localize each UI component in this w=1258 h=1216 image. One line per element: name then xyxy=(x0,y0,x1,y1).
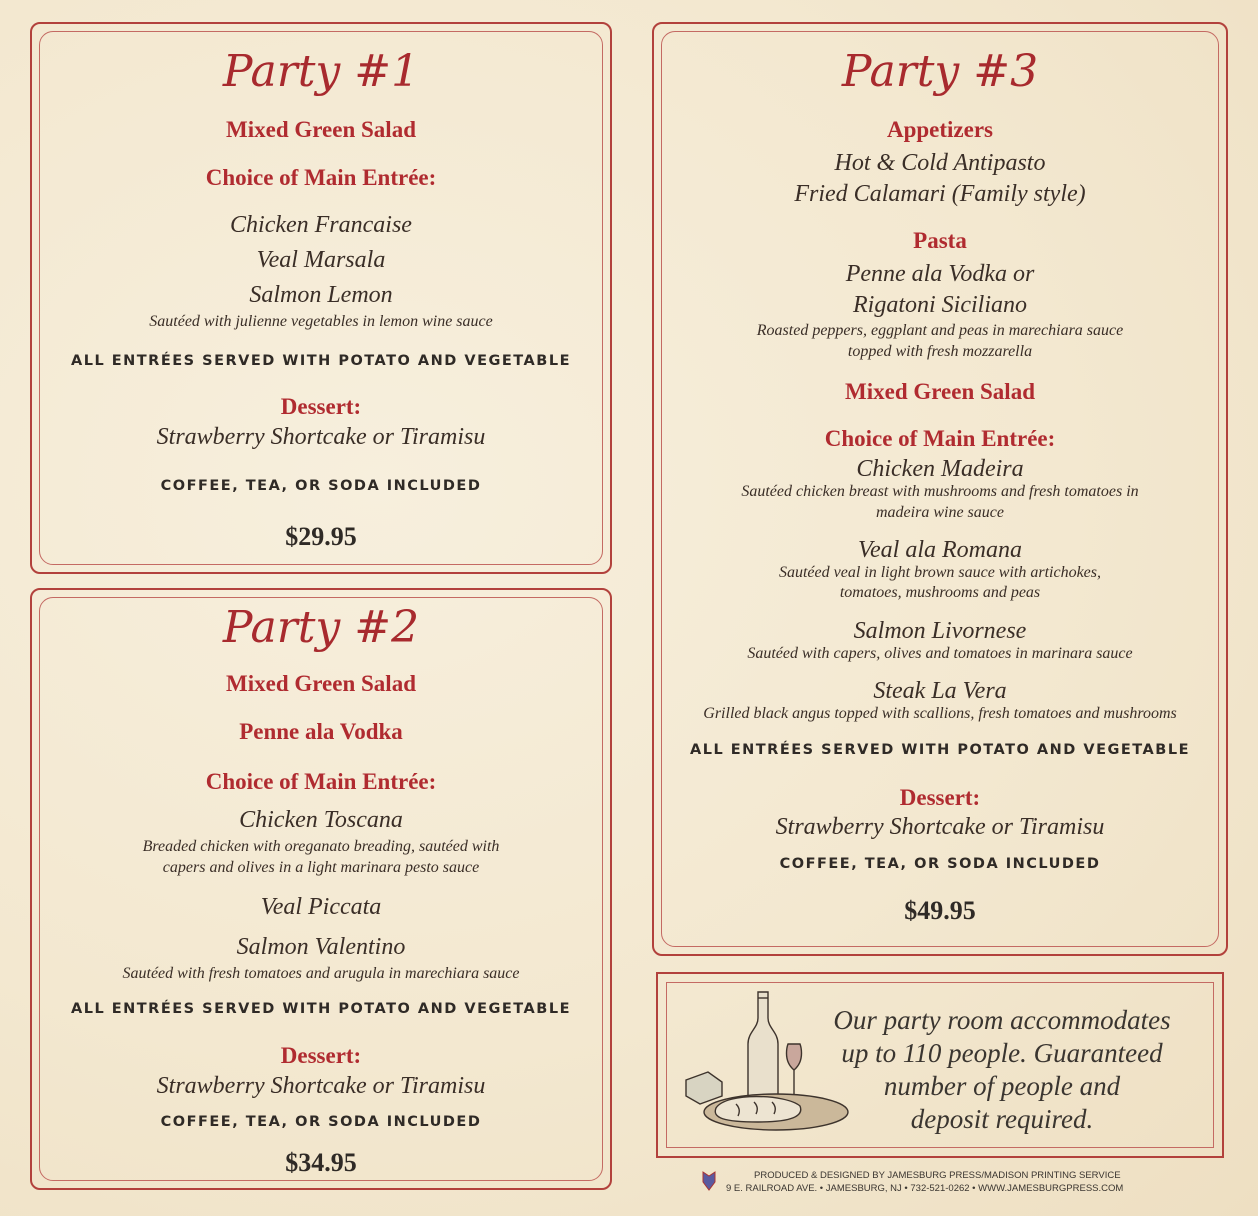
party-2-title: Party #2 xyxy=(222,602,420,653)
party-3-entree-1-desc-1: Sautéed chicken breast with mushrooms and fresh tomatoes in xyxy=(741,483,1139,500)
party-3-entree-2: Veal ala Romana xyxy=(858,537,1022,563)
party-1-salad: Mixed Green Salad xyxy=(226,117,416,142)
party-1-entree-2: Veal Marsala xyxy=(256,247,386,273)
party-3-panel xyxy=(652,22,1228,956)
party-3-dessert: Strawberry Shortcake or Tiramisu xyxy=(775,814,1105,840)
party-2-served-note: ALL ENTRÉES SERVED WITH POTATO AND VEGETABLE xyxy=(71,1001,571,1017)
party-2-panel xyxy=(30,588,612,1190)
party-3-title: Party #3 xyxy=(841,46,1039,97)
party-1-drinks: COFFEE, TEA, OR SODA INCLUDED xyxy=(160,478,482,494)
party-1-entree-1: Chicken Francaise xyxy=(230,212,412,238)
party-3-pasta-2: Rigatoni Siciliano xyxy=(853,292,1027,318)
party-3-entree-3: Salmon Livornese xyxy=(853,618,1027,644)
party-2-entree-3: Salmon Valentino xyxy=(236,934,406,960)
party-3-appetizer-2: Fried Calamari (Family style) xyxy=(794,181,1086,207)
party-3-drinks: COFFEE, TEA, OR SODA INCLUDED xyxy=(779,856,1101,872)
party-3-pasta-desc-1: Roasted peppers, eggplant and peas in marechiara sauce xyxy=(756,322,1124,339)
party-2-dessert-heading: Dessert: xyxy=(280,1043,362,1068)
printer-credit-line-1: PRODUCED & DESIGNED BY JAMESBURG PRESS/MADISON PRINTING SERVICE xyxy=(754,1170,1121,1181)
party-3-entree-4-desc: Grilled black angus topped with scallions, fresh tomatoes and mushrooms xyxy=(703,705,1177,722)
party-3-pasta-1: Penne ala Vodka or xyxy=(845,261,1035,287)
printer-credit xyxy=(700,1170,1220,1196)
party-1-entree-3: Salmon Lemon xyxy=(249,282,393,308)
party-1-panel xyxy=(30,22,612,574)
party-2-entree-3-desc: Sautéed with fresh tomatoes and arugula in marechiara sauce xyxy=(122,965,520,982)
party-3-pasta-desc-2: topped with fresh mozzarella xyxy=(847,343,1033,360)
party-3-entree-1: Chicken Madeira xyxy=(856,456,1024,482)
printer-logo-icon xyxy=(700,1170,718,1192)
party-3-entree-3-desc: Sautéed with capers, olives and tomatoes in marinara sauce xyxy=(747,645,1133,662)
party-3-pasta-heading: Pasta xyxy=(913,228,967,253)
party-room-line-3: number of people and xyxy=(883,1070,1121,1101)
party-3-entree-2-desc-2: tomatoes, mushrooms and peas xyxy=(839,584,1041,601)
party-room-line-2: up to 110 people. Guaranteed xyxy=(841,1037,1163,1068)
party-room-line-1: Our party room accommodates xyxy=(833,1005,1171,1035)
party-3-served-note: ALL ENTRÉES SERVED WITH POTATO AND VEGETABLE xyxy=(690,742,1190,758)
party-2-entree-heading: Choice of Main Entrée: xyxy=(205,769,437,794)
party-2-salad: Mixed Green Salad xyxy=(226,671,416,696)
party-2-pasta: Penne ala Vodka xyxy=(239,719,403,744)
party-3-salad: Mixed Green Salad xyxy=(845,379,1035,404)
party-3-entree-heading: Choice of Main Entrée: xyxy=(824,426,1056,451)
party-3-entree-2-desc-1: Sautéed veal in light brown sauce with artichokes, xyxy=(778,564,1102,581)
party-1-dessert: Strawberry Shortcake or Tiramisu xyxy=(156,424,486,450)
party-3-entree-1-desc-2: madeira wine sauce xyxy=(876,504,1004,521)
party-1-served-note: ALL ENTRÉES SERVED WITH POTATO AND VEGETABLE xyxy=(71,353,571,369)
party-room-box xyxy=(656,972,1224,1158)
party-2-price: $34.95 xyxy=(285,1148,357,1177)
party-1-entree-3-desc: Sautéed with julienne vegetables in lemon wine sauce xyxy=(149,313,493,330)
wine-bread-illustration xyxy=(680,988,850,1138)
party-1-price: $29.95 xyxy=(285,522,357,551)
party-3-appetizer-1: Hot & Cold Antipasto xyxy=(834,150,1046,176)
printer-credit-line-2: 9 E. RAILROAD AVE. • JAMESBURG, NJ • 732-521-0262 • WWW.JAMESBURGPRESS.COM xyxy=(726,1182,1124,1194)
party-3-entree-4: Steak La Vera xyxy=(873,678,1007,704)
party-3-dessert-heading: Dessert: xyxy=(899,785,981,810)
party-3-price: $49.95 xyxy=(904,896,976,925)
party-2-dessert: Strawberry Shortcake or Tiramisu xyxy=(156,1073,486,1099)
party-2-entree-1: Chicken Toscana xyxy=(239,807,403,833)
party-2-entree-2: Veal Piccata xyxy=(260,894,382,920)
party-1-entree-heading: Choice of Main Entrée: xyxy=(205,165,437,190)
party-3-appetizers-heading: Appetizers xyxy=(886,117,994,142)
party-room-text xyxy=(826,1004,1178,1136)
party-2-entree-1-desc-1: Breaded chicken with oreganato breading, sautéed with xyxy=(142,838,500,855)
party-1-dessert-heading: Dessert: xyxy=(280,394,362,419)
party-room-line-4: deposit required. xyxy=(910,1103,1094,1134)
party-1-title: Party #1 xyxy=(222,46,420,97)
party-2-entree-1-desc-2: capers and olives in a light marinara pesto sauce xyxy=(162,859,480,876)
party-2-drinks: COFFEE, TEA, OR SODA INCLUDED xyxy=(160,1114,482,1130)
